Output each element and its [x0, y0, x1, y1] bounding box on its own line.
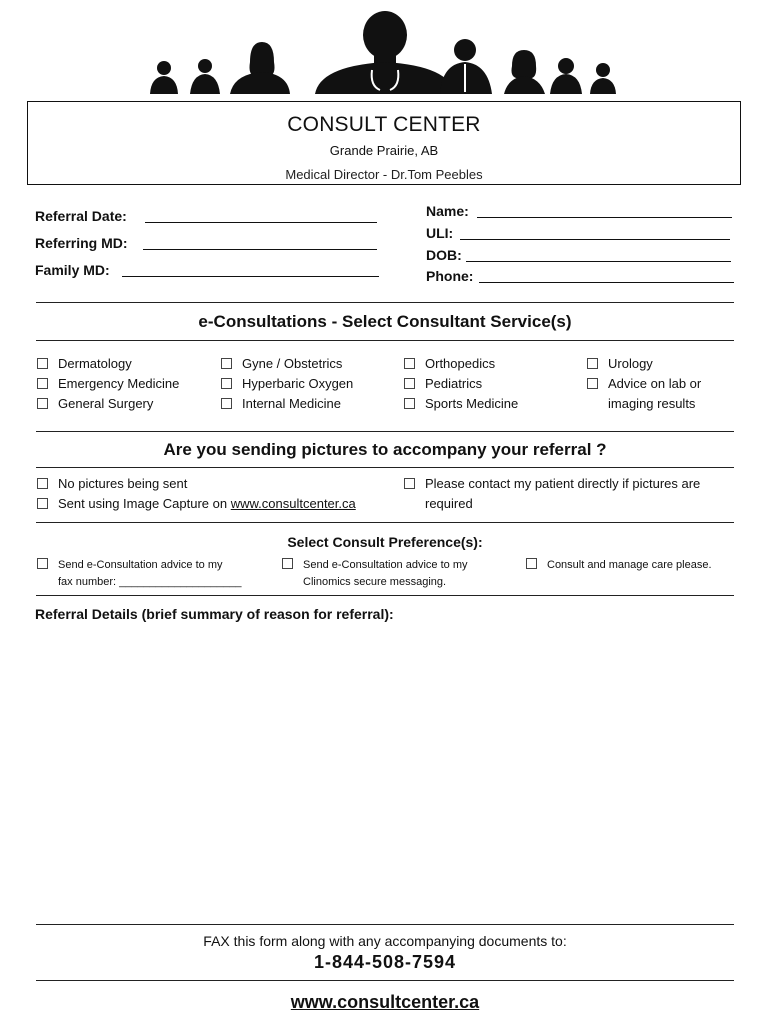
family-md-field[interactable]: [122, 276, 379, 277]
checkbox[interactable]: [404, 358, 415, 369]
pictures-title: Are you sending pictures to accompany your referral ?: [163, 440, 607, 459]
service-gyne-obstetrics[interactable]: Gyne / Obstetrics: [221, 356, 342, 372]
checkbox[interactable]: [221, 398, 232, 409]
service-pediatrics[interactable]: Pediatrics: [404, 376, 482, 392]
name-label: Name:: [426, 203, 469, 219]
checkbox[interactable]: [404, 398, 415, 409]
referral-details-label: Referral Details (brief summary of reason for referral):: [35, 606, 394, 622]
checkbox[interactable]: [404, 478, 415, 489]
referring-md-field[interactable]: [143, 249, 377, 250]
checkbox[interactable]: [404, 378, 415, 389]
checkbox[interactable]: [37, 378, 48, 389]
divider: [36, 522, 734, 523]
divider: [36, 340, 734, 341]
referral-date-label: Referral Date:: [35, 208, 127, 224]
clinic-location: Grande Prairie, AB: [329, 143, 439, 158]
checkbox[interactable]: [221, 358, 232, 369]
service-sports-medicine[interactable]: Sports Medicine: [404, 396, 518, 412]
image-capture-link[interactable]: www.consultcenter.ca: [230, 496, 356, 511]
preference-clinomics-option[interactable]: Send e-Consultation advice to my: [282, 557, 467, 573]
service-general-surgery[interactable]: General Surgery: [37, 396, 153, 412]
fax-number: 1-844-508-7594: [313, 952, 457, 972]
uli-field[interactable]: [460, 239, 730, 240]
divider: [36, 924, 734, 925]
phone-field[interactable]: [479, 282, 734, 283]
divider: [36, 595, 734, 596]
preference-clinomics-line2: Clinomics secure messaging.: [303, 576, 447, 588]
checkbox[interactable]: [37, 358, 48, 369]
name-field[interactable]: [477, 217, 732, 218]
service-urology[interactable]: Urology: [587, 356, 653, 372]
phone-label: Phone:: [426, 268, 474, 284]
divider: [36, 431, 734, 432]
service-hyperbaric-oxygen[interactable]: Hyperbaric Oxygen: [221, 376, 353, 392]
clinic-title: CONSULT CENTER: [287, 113, 481, 136]
checkbox[interactable]: [587, 378, 598, 389]
family-md-label: Family MD:: [35, 262, 110, 278]
pictures-contact-patient-line2: required: [425, 496, 473, 511]
pictures-image-capture-option[interactable]: Sent using Image Capture on www.consultcenter.ca: [37, 496, 356, 512]
preference-manage-care-option[interactable]: Consult and manage care please.: [526, 557, 712, 573]
preference-fax-line2: fax number: ____________________: [58, 576, 242, 588]
uli-label: ULI:: [426, 225, 454, 241]
service-emergency-medicine[interactable]: Emergency Medicine: [37, 376, 179, 392]
medical-director: Medical Director - Dr.Tom Peebles: [285, 167, 483, 182]
dob-label: DOB:: [426, 247, 462, 263]
checkbox[interactable]: [526, 558, 537, 569]
services-title: e-Consultations - Select Consultant Service(s): [198, 312, 572, 331]
checkbox[interactable]: [282, 558, 293, 569]
checkbox[interactable]: [37, 498, 48, 509]
divider: [36, 467, 734, 468]
referral-details-area[interactable]: [36, 630, 734, 915]
website-link[interactable]: www.consultcenter.ca: [290, 992, 480, 1012]
checkbox[interactable]: [587, 358, 598, 369]
checkbox[interactable]: [37, 558, 48, 569]
pictures-none-option[interactable]: No pictures being sent: [37, 476, 187, 492]
service-dermatology[interactable]: Dermatology: [37, 356, 132, 372]
referring-md-label: Referring MD:: [35, 235, 128, 251]
service-advice-lab-imaging-line2: imaging results: [608, 396, 696, 411]
dob-field[interactable]: [466, 261, 731, 262]
preference-fax-option[interactable]: Send e-Consultation advice to my: [37, 557, 222, 573]
clinic-header-box: [27, 101, 741, 185]
checkbox[interactable]: [37, 478, 48, 489]
preference-title: Select Consult Preference(s):: [287, 534, 483, 550]
divider: [36, 980, 734, 981]
service-orthopedics[interactable]: Orthopedics: [404, 356, 495, 372]
divider: [36, 302, 734, 303]
referral-date-field[interactable]: [145, 222, 377, 223]
checkbox[interactable]: [221, 378, 232, 389]
service-internal-medicine[interactable]: Internal Medicine: [221, 396, 341, 412]
service-advice-lab-imaging[interactable]: Advice on lab or: [587, 376, 701, 392]
pictures-contact-patient-option[interactable]: Please contact my patient directly if pictures are: [404, 476, 700, 492]
medical-staff-silhouettes: [0, 0, 770, 100]
checkbox[interactable]: [37, 398, 48, 409]
fax-instructions: FAX this form along with any accompanying documents to:: [203, 933, 567, 949]
